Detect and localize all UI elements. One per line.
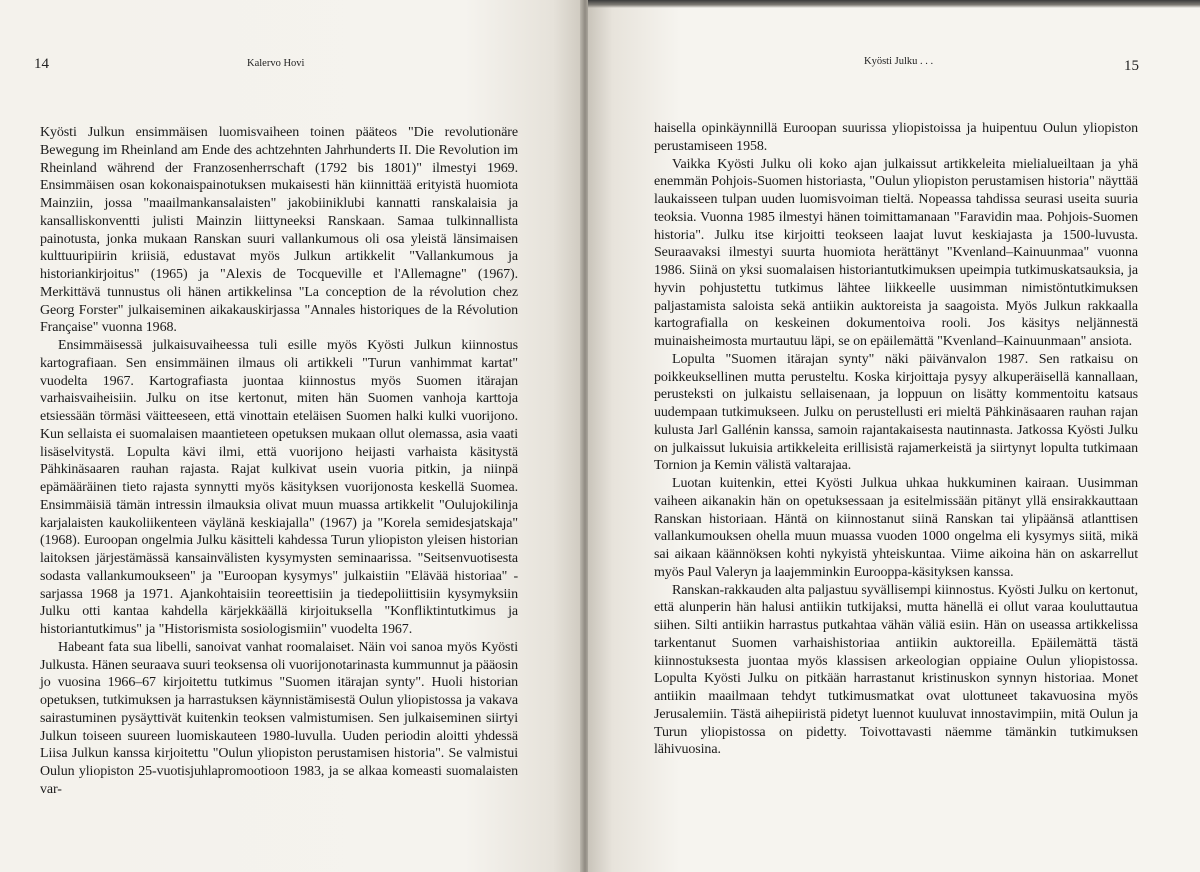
right-page <box>588 0 1200 872</box>
paragraph: Lopulta "Suomen itärajan synty" näki päivänvalon 1987. Sen ratkaisu on poikkeuksellinen mutta perusteltu. Koska kirjoittaja pysyy alkuperäisellä kannallaan, perusteksti on julkaistu sellaisenaan, ja loppuun on lisätty kommentoitu katsaus uudempaan tutkimukseen. Julku on perustellusti eri mieltä Pähkinäsaaren rauhan rajan kulusta Jarl Gallénin kanssa, samoin rajantakaisesta nautinnasta. Jatkossa Kyösti Julku on julkaissut lukuisia artikkeleita erillisistä rajamerkeistä ja siirtynyt lopulta tutkimaan Tornion ja Kemin välistä valtarajaa. <box>654 351 1138 474</box>
paragraph: Ranskan-rakkauden alta paljastuu syvällisempi kiinnostus. Kyösti Julku on kertonut, että alunperin hän halusi antiikin tutkijaksi, mutta hänellä ei ollut varaa kouluttautua siihen. Silti antiikin harrastus putkahtaa vähän väliä esiin. Hän on useassa artikkelissa tarkentanut Suomen varhaishistoriaa antiikin auktoreilla. Epäilemättä tästä kiinnostuksesta juontaa myös klassisen arkeologian oppiaine Oulun yliopistossa. Lopulta Kyösti Julku on pitkään harrastanut kristinuskon synnyn historiaa. Monet antiikin maailmaan tehdyt tutkimusmatkat ovat ulottuneet takavuosina myös Jerusalemiin. Tästä aihepiiristä pidetyt luennot kuuluvat innostavimpiin, mitä Oulun ja Turun yliopistossa on pidetty. Toivottavasti näemme tämänkin tutkimuksen lähivuosina. <box>654 582 1138 758</box>
running-head-right: Kyösti Julku . . . <box>864 56 934 67</box>
paragraph: haisella opinkäynnillä Euroopan suurissa yliopistoissa ja huipentuu Oulun yliopiston perustamiseen 1958. <box>654 121 1138 154</box>
page-number-left: 14 <box>34 56 49 72</box>
paragraph: Ensimmäisessä julkaisuvaiheessa tuli esille myös Kyösti Julkun kiinnostus kartografiaan. Sen ensimmäinen ilmaus oli artikkeli "Turun vanhimmat kartat" vuodelta 1967. Kartografiasta juontaa kiinnostus myös Suomen itärajan varhaisvaiheisiin. Julku on itse kertonut, miten hän Suomen vanhoja karttoja etsiessään törmäsi väitteeseen, että vinottain eteläisen Suomen halki kulki vuorijono. Kun sellaista ei suomalaisen maantieteen opetuksen mukaan ollut olemassa, asia vaati lisäselvitystä. Lopulta kävi ilmi, että vuorijono heijasti varhaista käsitystä Pähkinäsaaren rauhan rajasta. Rajat kulkivat usein vuoria pitkin, ja niinpä epämääräinen tieto rajasta synnytti myös käsityksen vuorijonosta keskellä Suomea. Ensimmäisiä tämän intressin ilmauksia olivat muun muassa artikkelit "Oulujokilinja karjalaisten kaukoliikenteen väylänä keskiajalla" (1967) ja "Korela semidesjatskaja" (1968). Euroopan ongelmia Julku käsitteli kahdessa Turun yliopiston yleisen historian laitoksen järjestämässä kansainvälisten kysymysten seminaarissa. "Seitsenvuotisesta sodasta vallankumoukseen" ja "Euroopan kysymys" julkaistiin "Elävää historiaa" -sarjassa 1968 ja 1971. Ajankohtaisiin teoreettisiin ja tiedepoliittisiin kysymyksiin Julku otti kantaa kahdella kärjekkäällä kirjoituksella "Konfliktintutkimus ja historiantutkimus" ja "Historismista sosiologismiin" vuodelta 1967. <box>40 338 518 637</box>
page-number-right: 15 <box>1124 58 1139 74</box>
right-page-body <box>654 120 1138 759</box>
paragraph: Habeant fata sua libelli, sanoivat vanhat roomalaiset. Näin voi sanoa myös Kyösti Julkusta. Hänen seuraava suuri teoksensa oli vuorijonotarinasta kummunnut ja pääosin jo vuosina 1966–67 kirjoitettu tutkimus "Suomen itärajan synty". Huoli historian opetuksen, tutkimuksen ja harrastuksen käynnistämisestä Oulun yliopistossa ja vakava sairastuminen pysäyttivät kuitenkin teoksen valmistumisen. Sen julkaiseminen siirtyi Julkun toiseen suureen luomiskauteen 1980-luvulla. Uuden periodin aloitti yhdessä Liisa Julkun kanssa kirjoitettu "Oulun yliopiston perustamisen historia". Se valmistui Oulun yliopiston 25-vuotisjuhlapromootioon 1983, ja se alkaa komeasti suomalaisten var- <box>40 639 518 797</box>
left-page-body <box>40 124 518 799</box>
running-head-left: Kalervo Hovi <box>247 58 305 69</box>
left-page <box>0 0 582 872</box>
paragraph: Vaikka Kyösti Julku oli koko ajan julkaissut artikkeleita mielialueiltaan ja yhä enemmän Pohjois-Suomen historiasta, "Oulun yliopiston perustamisen historia" näyttää laukaisseen tulpan uuden luomisvoiman tieltä. Nopeassa tahdissa seurasi useita suuria teoksia. Vuonna 1985 ilmestyi hänen toimittamanaan "Faravidin maa. Pohjois-Suomen historia". Julku itse kirjoitti teokseen laajat luvut keskiajasta ja 1500-luvusta. Seuraavaksi ilmestyi suurta huomiota herättänyt "Kvenland–Kainuunmaa" vuonna 1986. Siinä on yksi suomalaisen historiantutkimuksen upeimpia tutkimuskatsauksia, ja hyvin pohjustettu tutkimus lähtee liikkeelle uusimman nimistöntutkimuksen paljastamista saloista sekä antiikin auktoreista ja saagoista. Myös Julkun rakkaalla kartografialla on keskeinen dokumentoiva rooli. Jos käsitys neljännestä muinaisheimosta murtautuu läpi, se on epäilemättä "Kvenland–Kainuunmaan" ansiota. <box>654 156 1138 349</box>
scan-edge-shadow <box>588 0 1200 8</box>
paragraph: Kyösti Julkun ensimmäisen luomisvaiheen toinen pääteos "Die revolutionäre Bewegung im Rheinland am Ende des achtzehnten Jahrhunderts II. Die Revolution im Rheinland während der Franzosenherrschaft (1792 bis 1801)" ilmestyi 1969. Ensimmäisen osan kokonaispainotuksen mukaisesti hän kiinnittää erityistä huomiota Mainziin, jossa "maailmankansalaisten" jakobiiniklubi kannatti ranskalaisia ja kansalliskonventti julisti Mainzin liittyneeksi Ranskaan. Samaa tulkinnallista painotusta, jonka mukaan Ranskan suuri vallankumous oli osa yleistä länsimaisen kulttuuripiirin kriisiä, edustavat myös Julkun artikkelit "Vallankumous ja historiankirjoitus" (1965) ja "Alexis de Tocqueville et l'Allemagne" (1967). Merkittävä tunnustus oli hänen artikkelinsa "La conception de la révolution chez Georg Forster" julkaiseminen aikakauskirjassa "Annales historiques de la Révolution Française" vuonna 1968. <box>40 125 518 336</box>
paragraph: Luotan kuitenkin, ettei Kyösti Julkua uhkaa hukkuminen kairaan. Uusimman vaiheen aikanakin hän on opetuksessaan ja esitelmissään pitänyt yllä ensirakkauttaan Ranskan historiaan. Häntä on kiinnostanut siinä Ranskan tai ylipäänsä atlanttisen vallankumouksen ohella muun muassa vuoden 1000 ongelma eli kysymys siitä, mikä sai aikaan käännöksen kohti nykyistä yhteiskuntaa. Viime aikoina hän on askarrellut myös Paul Valeryn ja laajemminkin Eurooppa-käsityksen kanssa. <box>654 476 1138 580</box>
